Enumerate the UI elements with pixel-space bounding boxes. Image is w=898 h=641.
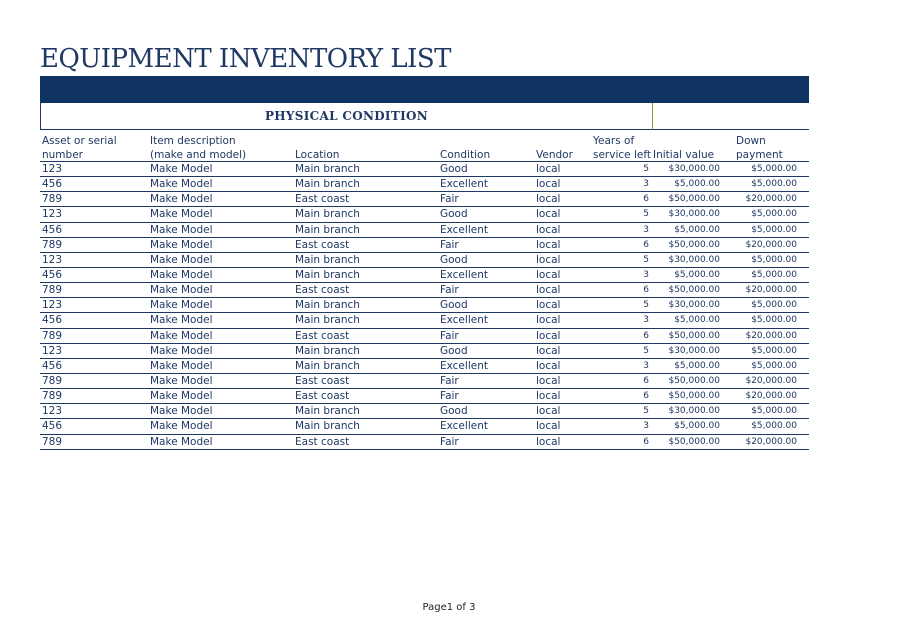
cell-vendor: local xyxy=(536,390,561,403)
cell-down-payment: $20,000.00 xyxy=(745,194,797,205)
cell-years: 6 xyxy=(643,375,649,386)
cell-condition: Good xyxy=(440,299,468,312)
cell-years: 5 xyxy=(643,164,649,174)
cell-years: 6 xyxy=(643,285,649,296)
physical-condition-section xyxy=(40,103,652,130)
table-row xyxy=(40,329,809,344)
cell-down-payment: $20,000.00 xyxy=(745,375,797,386)
cell-condition: Good xyxy=(440,253,468,266)
table-row xyxy=(40,313,809,328)
cell-vendor: local xyxy=(536,314,561,327)
cell-location: Main branch xyxy=(295,253,360,266)
cell-vendor: local xyxy=(536,178,561,191)
cell-description: Make Model xyxy=(150,238,213,251)
cell-condition: Fair xyxy=(440,390,459,403)
cell-description: Make Model xyxy=(150,435,213,448)
cell-asset: 789 xyxy=(42,284,63,297)
cell-condition: Fair xyxy=(440,374,459,387)
cell-asset: 456 xyxy=(42,359,63,372)
cell-description: Make Model xyxy=(150,359,213,372)
col-header-asset: Asset or serial number xyxy=(42,135,117,161)
table-row xyxy=(40,268,809,283)
cell-asset: 456 xyxy=(42,268,63,281)
cell-asset: 789 xyxy=(42,193,63,206)
cell-location: East coast xyxy=(295,390,350,403)
table-header xyxy=(40,134,809,162)
cell-years: 3 xyxy=(643,315,649,326)
col-header-location: Location xyxy=(295,149,340,161)
cell-initial-value: $50,000.00 xyxy=(668,285,720,296)
table-row xyxy=(40,192,809,207)
cell-description: Make Model xyxy=(150,223,213,236)
cell-down-payment: $5,000.00 xyxy=(751,179,797,190)
cell-asset: 123 xyxy=(42,299,63,312)
cell-location: East coast xyxy=(295,193,350,206)
cell-condition: Fair xyxy=(440,238,459,251)
cell-initial-value: $5,000.00 xyxy=(674,179,720,190)
cell-description: Make Model xyxy=(150,329,213,342)
cell-vendor: local xyxy=(536,208,561,221)
cell-down-payment: $5,000.00 xyxy=(751,254,797,265)
cell-description: Make Model xyxy=(150,284,213,297)
cell-vendor: local xyxy=(536,435,561,448)
cell-asset: 456 xyxy=(42,314,63,327)
cell-location: Main branch xyxy=(295,208,360,221)
section-empty-cell xyxy=(652,103,809,130)
cell-location: East coast xyxy=(295,284,350,297)
cell-years: 6 xyxy=(643,239,649,250)
cell-vendor: local xyxy=(536,253,561,266)
cell-description: Make Model xyxy=(150,344,213,357)
table-row xyxy=(40,283,809,298)
cell-initial-value: $50,000.00 xyxy=(668,375,720,386)
cell-vendor: local xyxy=(536,268,561,281)
table-row xyxy=(40,374,809,389)
cell-down-payment: $20,000.00 xyxy=(745,436,797,447)
cell-description: Make Model xyxy=(150,208,213,221)
cell-years: 3 xyxy=(643,269,649,280)
cell-initial-value: $5,000.00 xyxy=(674,224,720,235)
cell-years: 3 xyxy=(643,421,649,432)
cell-location: Main branch xyxy=(295,359,360,372)
cell-initial-value: $30,000.00 xyxy=(668,164,720,174)
cell-condition: Excellent xyxy=(440,223,488,236)
cell-asset: 123 xyxy=(42,253,63,266)
cell-vendor: local xyxy=(536,405,561,418)
cell-condition: Excellent xyxy=(440,314,488,327)
cell-years: 5 xyxy=(643,345,649,356)
cell-years: 5 xyxy=(643,300,649,311)
cell-down-payment: $5,000.00 xyxy=(751,269,797,280)
cell-description: Make Model xyxy=(150,178,213,191)
cell-condition: Good xyxy=(440,208,468,221)
cell-location: East coast xyxy=(295,374,350,387)
cell-years: 6 xyxy=(643,391,649,402)
cell-asset: 456 xyxy=(42,223,63,236)
cell-asset: 789 xyxy=(42,374,63,387)
cell-down-payment: $5,000.00 xyxy=(751,224,797,235)
table-row xyxy=(40,298,809,313)
table-body xyxy=(40,162,809,450)
cell-initial-value: $30,000.00 xyxy=(668,254,720,265)
cell-initial-value: $50,000.00 xyxy=(668,436,720,447)
cell-initial-value: $5,000.00 xyxy=(674,360,720,371)
cell-years: 3 xyxy=(643,224,649,235)
cell-description: Make Model xyxy=(150,405,213,418)
cell-initial-value: $50,000.00 xyxy=(668,194,720,205)
cell-asset: 123 xyxy=(42,344,63,357)
cell-location: Main branch xyxy=(295,268,360,281)
cell-location: East coast xyxy=(295,238,350,251)
cell-condition: Good xyxy=(440,163,468,175)
table-row xyxy=(40,253,809,268)
cell-initial-value: $50,000.00 xyxy=(668,391,720,402)
cell-vendor: local xyxy=(536,359,561,372)
table-row xyxy=(40,207,809,222)
cell-initial-value: $30,000.00 xyxy=(668,209,720,220)
cell-down-payment: $5,000.00 xyxy=(751,209,797,220)
col-header-initial: Initial value xyxy=(653,149,715,161)
cell-vendor: local xyxy=(536,238,561,251)
cell-down-payment: $5,000.00 xyxy=(751,406,797,417)
cell-description: Make Model xyxy=(150,390,213,403)
cell-vendor: local xyxy=(536,193,561,206)
table-row xyxy=(40,344,809,359)
cell-condition: Excellent xyxy=(440,178,488,191)
cell-initial-value: $30,000.00 xyxy=(668,345,720,356)
cell-years: 3 xyxy=(643,360,649,371)
cell-location: East coast xyxy=(295,329,350,342)
col-header-down: Down payment xyxy=(736,135,783,161)
table-row xyxy=(40,404,809,419)
page-title: EQUIPMENT INVENTORY LIST xyxy=(40,44,452,74)
cell-initial-value: $50,000.00 xyxy=(668,330,720,341)
cell-down-payment: $5,000.00 xyxy=(751,360,797,371)
cell-description: Make Model xyxy=(150,420,213,433)
cell-down-payment: $20,000.00 xyxy=(745,330,797,341)
cell-initial-value: $5,000.00 xyxy=(674,269,720,280)
cell-years: 5 xyxy=(643,254,649,265)
cell-location: East coast xyxy=(295,435,350,448)
cell-down-payment: $5,000.00 xyxy=(751,164,797,174)
col-header-vendor: Vendor xyxy=(536,149,573,161)
cell-vendor: local xyxy=(536,420,561,433)
cell-asset: 123 xyxy=(42,163,63,175)
table-row xyxy=(40,359,809,374)
cell-asset: 456 xyxy=(42,178,63,191)
cell-years: 6 xyxy=(643,194,649,205)
cell-years: 6 xyxy=(643,330,649,341)
cell-description: Make Model xyxy=(150,253,213,266)
cell-down-payment: $20,000.00 xyxy=(745,391,797,402)
cell-condition: Fair xyxy=(440,435,459,448)
cell-down-payment: $5,000.00 xyxy=(751,315,797,326)
header-band xyxy=(40,76,809,103)
cell-asset: 789 xyxy=(42,329,63,342)
cell-asset: 123 xyxy=(42,208,63,221)
cell-location: Main branch xyxy=(295,344,360,357)
cell-location: Main branch xyxy=(295,299,360,312)
cell-vendor: local xyxy=(536,344,561,357)
cell-condition: Fair xyxy=(440,329,459,342)
cell-vendor: local xyxy=(536,223,561,236)
cell-description: Make Model xyxy=(150,163,213,175)
cell-description: Make Model xyxy=(150,193,213,206)
cell-asset: 789 xyxy=(42,435,63,448)
cell-down-payment: $5,000.00 xyxy=(751,421,797,432)
table-row xyxy=(40,223,809,238)
cell-location: Main branch xyxy=(295,420,360,433)
table-row xyxy=(40,177,809,192)
cell-years: 6 xyxy=(643,436,649,447)
cell-location: Main branch xyxy=(295,163,360,175)
col-header-description: Item description (make and model) xyxy=(150,135,247,161)
table-row xyxy=(40,389,809,404)
col-header-condition: Condition xyxy=(440,149,491,161)
col-header-years: Years of service left xyxy=(593,135,651,161)
cell-location: Main branch xyxy=(295,178,360,191)
cell-vendor: local xyxy=(536,329,561,342)
cell-initial-value: $50,000.00 xyxy=(668,239,720,250)
cell-description: Make Model xyxy=(150,374,213,387)
cell-asset: 456 xyxy=(42,420,63,433)
cell-location: Main branch xyxy=(295,223,360,236)
cell-condition: Fair xyxy=(440,284,459,297)
table-row xyxy=(40,435,809,450)
cell-description: Make Model xyxy=(150,268,213,281)
table-row xyxy=(40,419,809,434)
page-number: Page1 of 3 xyxy=(422,602,476,613)
cell-condition: Fair xyxy=(440,193,459,206)
cell-initial-value: $5,000.00 xyxy=(674,315,720,326)
cell-vendor: local xyxy=(536,163,561,175)
cell-asset: 789 xyxy=(42,390,63,403)
table-row xyxy=(40,162,809,177)
cell-vendor: local xyxy=(536,299,561,312)
cell-initial-value: $30,000.00 xyxy=(668,406,720,417)
cell-vendor: local xyxy=(536,374,561,387)
cell-down-payment: $20,000.00 xyxy=(745,239,797,250)
cell-asset: 789 xyxy=(42,238,63,251)
cell-location: Main branch xyxy=(295,314,360,327)
cell-initial-value: $5,000.00 xyxy=(674,421,720,432)
cell-condition: Good xyxy=(440,405,468,418)
cell-vendor: local xyxy=(536,284,561,297)
cell-condition: Good xyxy=(440,344,468,357)
section-label: PHYSICAL CONDITION xyxy=(264,109,429,123)
cell-condition: Excellent xyxy=(440,359,488,372)
cell-down-payment: $20,000.00 xyxy=(745,285,797,296)
cell-condition: Excellent xyxy=(440,268,488,281)
cell-years: 5 xyxy=(643,406,649,417)
table-row xyxy=(40,238,809,253)
cell-years: 3 xyxy=(643,179,649,190)
cell-condition: Excellent xyxy=(440,420,488,433)
cell-description: Make Model xyxy=(150,314,213,327)
cell-down-payment: $5,000.00 xyxy=(751,300,797,311)
cell-years: 5 xyxy=(643,209,649,220)
cell-down-payment: $5,000.00 xyxy=(751,345,797,356)
cell-location: Main branch xyxy=(295,405,360,418)
cell-asset: 123 xyxy=(42,405,63,418)
cell-initial-value: $30,000.00 xyxy=(668,300,720,311)
cell-description: Make Model xyxy=(150,299,213,312)
